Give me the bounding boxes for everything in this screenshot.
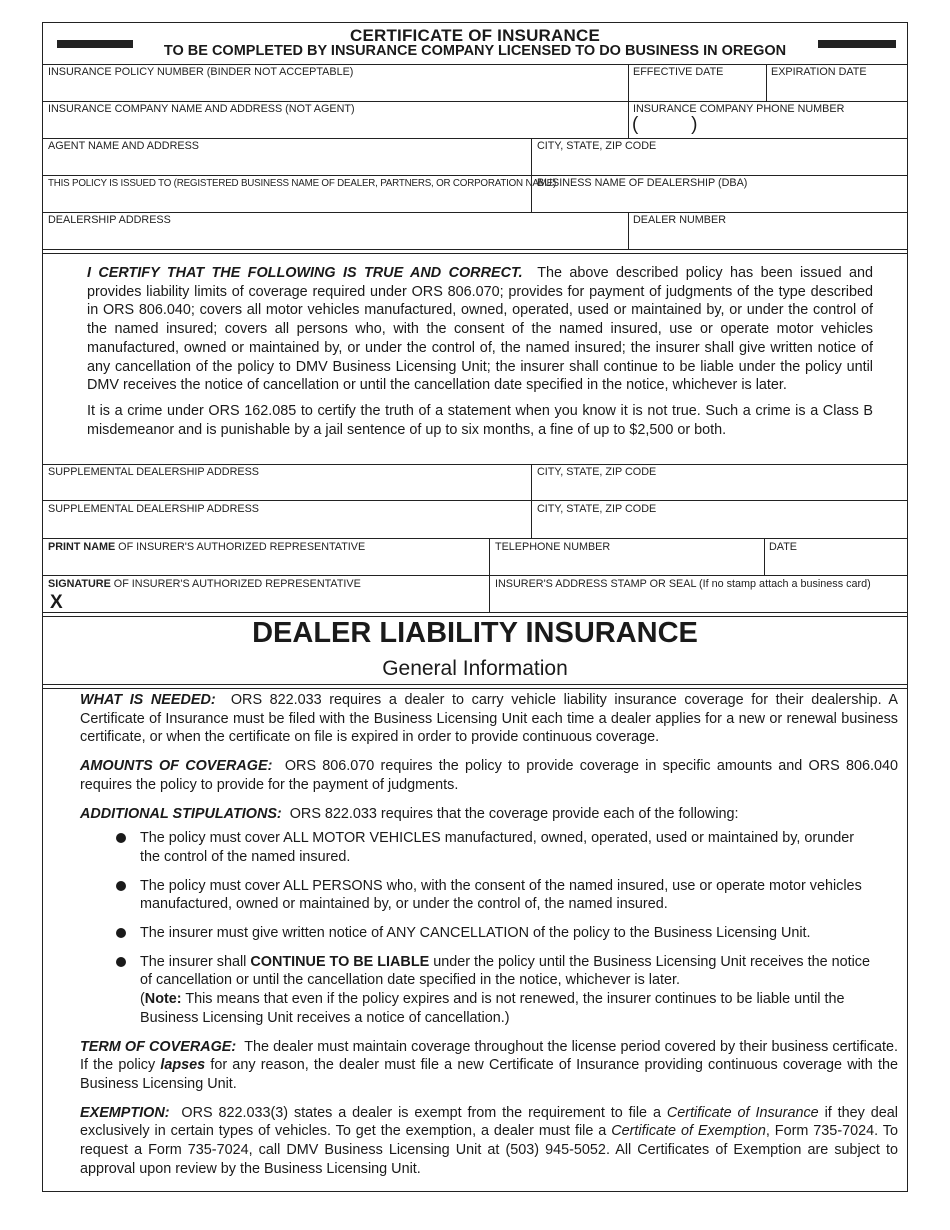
supp-address-1-field[interactable]: SUPPLEMENTAL DEALERSHIP ADDRESS — [48, 466, 260, 478]
term-emphasis: lapses — [160, 1057, 206, 1074]
expiration-date-field[interactable]: EXPIRATION DATE — [771, 66, 867, 78]
bullet-icon — [116, 957, 126, 967]
certification-text — [87, 264, 873, 446]
bullet-text: The insurer shall — [140, 953, 251, 970]
bullet-text: under the policy until the Business Licensing Unit receives the notice of cancellation or until the cancellation date specified in the notice, whichever is later. — [140, 953, 870, 989]
rule — [43, 138, 907, 139]
list-item — [80, 953, 898, 1028]
rule — [43, 684, 907, 685]
rule — [628, 64, 629, 138]
rule — [43, 464, 907, 465]
list-item — [80, 924, 898, 943]
exemption-text: if they deal exclusively in certain types of vehicles. To get the exemption, a dealer must file a — [80, 1104, 898, 1140]
rule — [43, 175, 907, 176]
print-name-field[interactable] — [48, 541, 365, 553]
term-heading: TERM OF COVERAGE: — [80, 1038, 237, 1055]
bullet-icon — [116, 881, 126, 891]
phone-area-code-parens[interactable]: ( ) — [632, 114, 698, 135]
telephone-field[interactable]: TELEPHONE NUMBER — [495, 541, 611, 553]
rule — [43, 253, 907, 254]
rule — [764, 538, 765, 575]
print-name-rest: OF INSURER'S AUTHORIZED REPRESENTATIVE — [115, 541, 366, 553]
rule — [43, 575, 907, 576]
dealership-address-field[interactable]: DEALERSHIP ADDRESS — [48, 214, 171, 226]
rule — [43, 212, 907, 213]
effective-date-field[interactable]: EFFECTIVE DATE — [633, 66, 724, 78]
issued-to-field[interactable]: THIS POLICY IS ISSUED TO (REGISTERED BUSINESS NAME OF DEALER, PARTNERS, OR CORPORATION NAME) — [48, 178, 557, 189]
what-heading: WHAT IS NEEDED: — [80, 692, 216, 708]
supp-address-2-field[interactable]: SUPPLEMENTAL DEALERSHIP ADDRESS — [48, 503, 260, 515]
bullet-text: The policy must cover ALL PERSONS who, with the consent of the named insured, use or operate motor vehicles manufactured, owned or maintained by, or under the control of, the named insured. — [140, 877, 862, 913]
signature-x-mark: X — [50, 592, 63, 613]
rule — [43, 688, 907, 689]
rule — [531, 464, 532, 538]
bullet-icon — [116, 833, 126, 843]
form-title: CERTIFICATE OF INSURANCE — [349, 26, 601, 45]
stamp-field[interactable]: INSURER'S ADDRESS STAMP OR SEAL (If no stamp attach a business card) — [495, 578, 871, 590]
rule — [628, 212, 629, 249]
form-subtitle: TO BE COMPLETED BY INSURANCE COMPANY LICENSED TO DO BUSINESS IN OREGON — [163, 43, 787, 59]
term-text: The dealer must maintain coverage throughout the license period covered by their business certificate. If the policy — [80, 1038, 898, 1074]
rule — [43, 64, 907, 65]
policy-number-field[interactable]: INSURANCE POLICY NUMBER (BINDER NOT ACCEPTABLE) — [48, 66, 354, 78]
rule — [766, 64, 767, 101]
note-paren: ( — [140, 991, 145, 1008]
bullet-bold: CONTINUE TO BE LIABLE — [250, 953, 430, 970]
exemption-text: , Form 735-7024. To request a Form 735-7024, call DMV Business Licensing Unit at (503) 945-5052. All Certificates of Exemption are subject to approval upon review by the Business Licensing Unit. — [80, 1123, 898, 1177]
signature-field[interactable] — [48, 578, 361, 590]
amounts-heading: AMOUNTS OF COVERAGE: — [80, 758, 273, 775]
term-text: for any reason, the dealer must file a new Certificate of Insurance providing continuous coverage with the Business Licensing Unit. — [80, 1057, 898, 1092]
stipulations-list — [80, 829, 898, 1027]
exemption-text: ORS 822.033(3) states a dealer is exempt from the requirement to file a — [181, 1104, 667, 1121]
info-title: DEALER LIABILITY INSURANCE — [252, 617, 698, 649]
exemption-emphasis: Certificate of Insurance — [666, 1104, 819, 1121]
note-text: This means that even if the policy expires and is not renewed, the insurer continues to be liable until the Business Licensing Unit receives a notice of cancellation.) — [140, 991, 845, 1026]
rule — [43, 612, 907, 613]
rule — [489, 538, 490, 612]
company-phone-field[interactable]: INSURANCE COMPANY PHONE NUMBER — [633, 103, 845, 115]
what-body: ORS 822.033 requires a dealer to carry vehicle liability insurance coverage for their dealership. A Certificate of Insurance must be filed with the Business Licensing Unit each time a dealer applies for a new or renewal business certificate, or when the certificate on file is expired in order to provide continuous coverage. — [80, 692, 898, 746]
signature-rest: OF INSURER'S AUTHORIZED REPRESENTATIVE — [110, 578, 361, 590]
amounts-body: ORS 806.070 requires the policy to provide coverage in specific amounts and ORS 806.040 requires the policy to provide for the payment of judgments. — [80, 758, 898, 793]
list-item — [80, 877, 898, 914]
certification-body: The above described policy has been issued and provides liability limits of coverage required under ORS 806.070; provides for payment of judgments of the type described in ORS 806.040; covers all motor vehicles manufactured, owned, operated, used or maintained by, or under the control of the named insured; covers all persons who, with the consent of the named insured, use or operate motor vehicles manufactured, owned or maintained by, or under the control of, the named insured; the insurer shall give written notice of any cancellation of the policy to DMV Business Licensing Unit; the insurer shall continue to be liable under the policy until DMV receives the notice of cancellation or until the cancellation date specified in the notice, whichever is later. — [87, 265, 873, 394]
print-name-bold: PRINT NAME — [48, 541, 116, 553]
rule — [43, 500, 907, 501]
bullet-text: The insurer must give written notice of ANY CANCELLATION of the policy to the Business Licensing Unit. — [140, 925, 811, 942]
certification-lead: I CERTIFY THAT THE FOLLOWING IS TRUE AND CORRECT. — [87, 265, 523, 281]
bullet-text: The policy must cover ALL MOTOR VEHICLES manufactured, owned, operated, used or maintained by, orunder the control of the named insured. — [140, 830, 855, 865]
dealer-number-field[interactable]: DEALER NUMBER — [633, 214, 726, 226]
company-name-field[interactable]: INSURANCE COMPANY NAME AND ADDRESS (NOT AGENT) — [48, 103, 355, 115]
rule — [531, 138, 532, 212]
agent-name-field[interactable]: AGENT NAME AND ADDRESS — [48, 140, 199, 152]
agent-city-field[interactable]: CITY, STATE, ZIP CODE — [537, 140, 657, 152]
rule — [43, 249, 907, 250]
info-body — [80, 691, 898, 1188]
rule — [43, 538, 907, 539]
note-label: Note: — [144, 991, 182, 1008]
stipulations-body: ORS 822.033 requires that the coverage provide each of the following: — [289, 805, 739, 822]
bullet-icon — [116, 928, 126, 938]
supp-city-2-field[interactable]: CITY, STATE, ZIP CODE — [537, 503, 657, 515]
signature-bold: SIGNATURE — [48, 578, 111, 590]
rule — [43, 101, 907, 102]
date-field[interactable]: DATE — [769, 541, 797, 553]
exemption-emphasis: Certificate of Exemption — [611, 1123, 766, 1140]
info-subtitle: General Information — [382, 657, 568, 680]
exemption-heading: EXEMPTION: — [80, 1104, 170, 1121]
crime-warning: It is a crime under ORS 162.085 to certify the truth of a statement when you know it is not true. Such a crime is a Class B misdemeanor and is punishable by a jail sentence of up to six months, a fine of up to $2,500 or both. — [87, 402, 873, 438]
stipulations-heading: ADDITIONAL STIPULATIONS: — [80, 805, 282, 822]
supp-city-1-field[interactable]: CITY, STATE, ZIP CODE — [537, 466, 657, 478]
list-item — [80, 829, 898, 866]
dba-field[interactable]: BUSINESS NAME OF DEALERSHIP (DBA) — [537, 177, 748, 189]
